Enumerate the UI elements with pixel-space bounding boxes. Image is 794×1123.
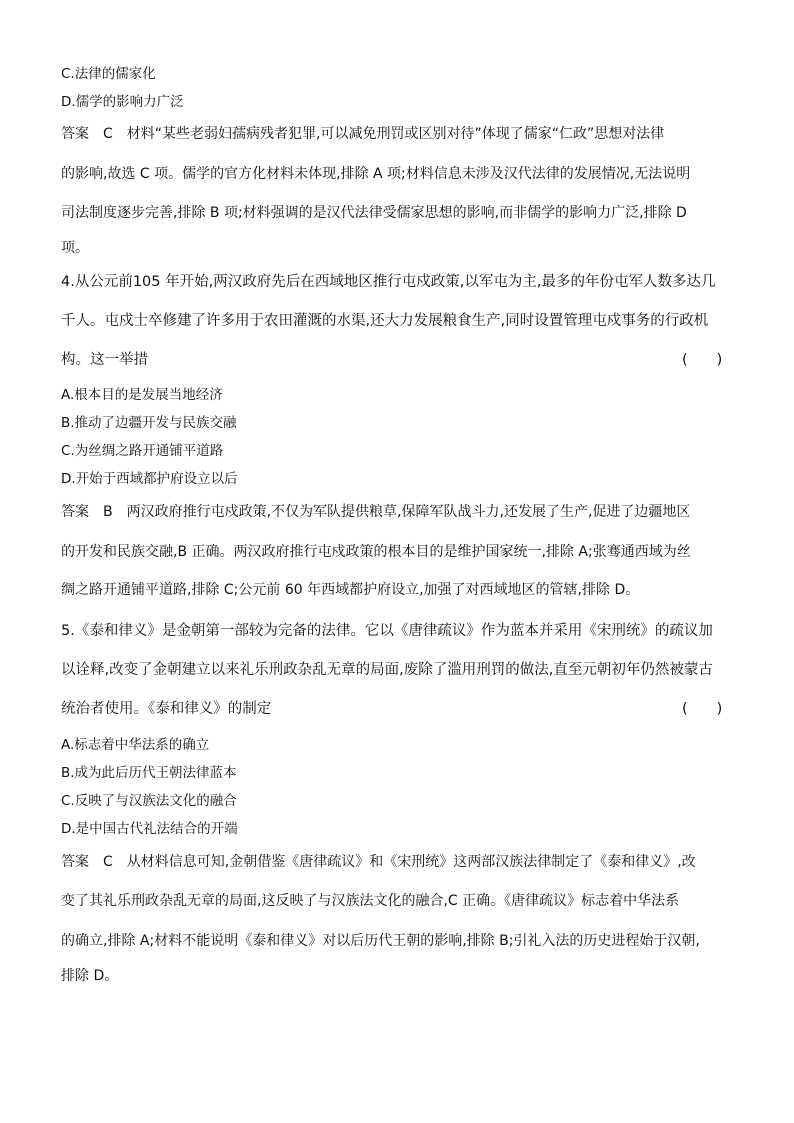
q4-option-d: D.开始于西域都护府设立以后 [61, 471, 238, 487]
q3-option-d: D.儒学的影响力广泛 [61, 94, 184, 110]
q3-answer-line-2: 的影响,故选 C 项。儒学的官方化材料未体现,排除 A 项;材料信息未涉及汉代法律的发展情况,无法说明 [61, 166, 691, 182]
q3-answer-line-4: 项。 [61, 240, 89, 256]
q4-option-a: A.根本目的是发展当地经济 [61, 387, 223, 403]
q5-answer-line-3: 的确立,排除 A;材料不能说明《泰和律义》对以后历代王朝的影响,排除 B;引礼入法的历史进程始于汉朝, [61, 933, 700, 949]
q4-option-c: C.为丝绸之路开通铺平道路 [61, 443, 224, 459]
q4-answer-line-1: 答案 B 两汉政府推行屯戍政策,不仅为军队提供粮草,保障军队战斗力,还发展了生产,促进了边疆地区 [61, 504, 691, 520]
q5-stem-line-1: 5.《泰和律义》是金朝第一部较为完备的法律。它以《唐律疏议》作为蓝本并采用《宋刑统》的疏议加 [61, 623, 713, 639]
q3-option-c: C.法律的儒家化 [61, 66, 156, 82]
q5-option-b: B.成为此后历代王朝法律蓝本 [61, 765, 237, 781]
q5-stem-line-3: 统治者使用。《泰和律义》的制定 [61, 701, 272, 717]
q5-answer-line-1: 答案 C 从材料信息可知,金朝借鉴《唐律疏议》和《宋刑统》这两部汉族法律制定了《泰和律义》,改 [61, 854, 696, 870]
q4-answer-line-3: 绸之路开通铺平道路,排除 C;公元前 60 年西域都护府设立,加强了对西域地区的管辖,排除 D。 [61, 582, 640, 598]
q5-option-a: A.标志着中华法系的确立 [61, 737, 210, 753]
q5-answer-line-2: 变了其礼乐刑政杂乱无章的局面,这反映了与汉族法文化的融合,C 正确。《唐律疏议》标志着中华法系 [61, 893, 680, 909]
q4-stem-line-3: 构。这一举措 [61, 352, 148, 368]
q4-answer-line-2: 的开发和民族交融,B 正确。两汉政府推行屯戍政策的根本目的是维护国家统一,排除 A;张骞通西域为丝 [61, 544, 691, 560]
q5-answer-line-4: 排除 D。 [61, 968, 119, 984]
q3-answer-line-3: 司法制度逐步完善,排除 B 项;材料强调的是汉代法律受儒家思想的影响,而非儒学的影响力广泛,排除 D [61, 205, 687, 221]
q4-stem-line-1: 4.从公元前105 年开始,两汉政府先后在西域地区推行屯戍政策,以军屯为主,最多的年份屯军人数多达几 [61, 274, 716, 290]
q4-answer-blank: ( ) [682, 352, 723, 368]
q4-stem-line-2: 千人。屯戍士卒修建了许多用于农田灌溉的水渠,还大力发展粮食生产,同时设置管理屯戍事务的行政机 [61, 313, 709, 329]
q4-option-b: B.推动了边疆开发与民族交融 [61, 415, 237, 431]
q5-option-c: C.反映了与汉族法文化的融合 [61, 793, 237, 809]
q3-answer-line-1: 答案 C 材料“某些老弱妇孺病残者犯罪,可以减免刑罚或区别对待”体现了儒家“仁政”思想对法律 [61, 126, 665, 142]
q5-stem-line-2: 以诠释,改变了金朝建立以来礼乐刑政杂乱无章的局面,废除了滥用刑罚的做法,直至元朝初年仍然被蒙古 [61, 662, 713, 678]
q5-answer-blank: ( ) [682, 701, 723, 717]
q5-option-d: D.是中国古代礼法结合的开端 [61, 821, 238, 837]
